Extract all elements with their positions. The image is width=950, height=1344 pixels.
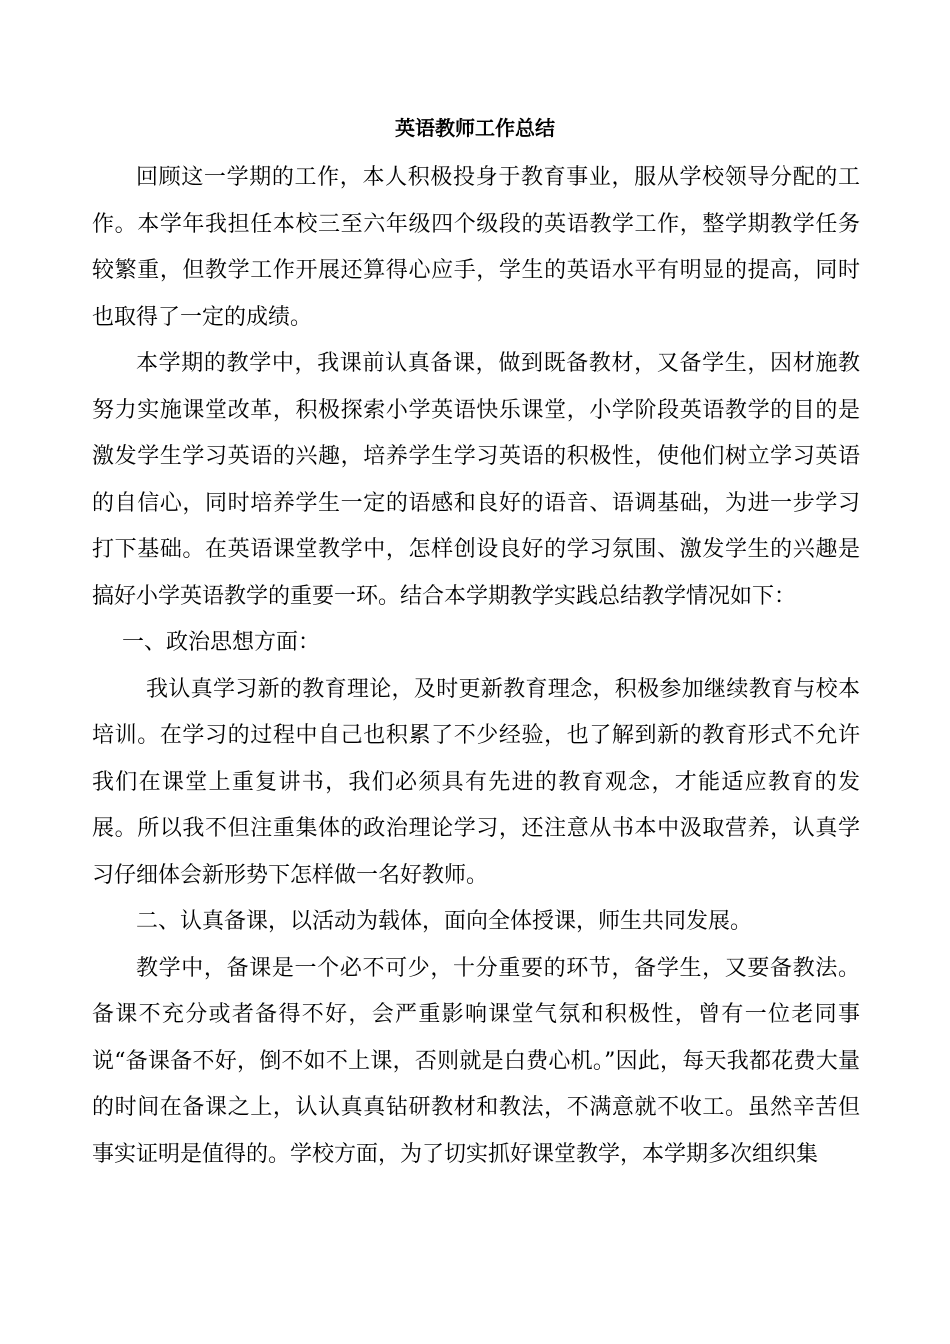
paragraph-lesson-prep: 教学中，备课是一个必不可少，十分重要的环节，备学生，又要备教法。备课不充分或者备得不好，会严重影响课堂气氛和积极性，曾有一位老同事说“备课备不好，倒不如不上课，否则就是白费心机。”因此，每天我都花费大量的时间在备课之上，认认真真钻研教材和教法，不满意就不收工。虽然辛苦但事实证明是值得的。学校方面，为了切实抓好课堂教学，本学期多次组织集: [92, 955, 860, 1167]
document-body: [92, 155, 860, 1178]
paragraph-politics: 我认真学习新的教育理论，及时更新教育理念，积极参加继续教育与校本培训。在学习的过程中自己也积累了不少经验，也了解到新的教育形式不允许我们在课堂上重复讲书，我们必须具有先进的教育观念，才能适应教育的发展。所以我不但注重集体的政治理论学习，还注意从书本中汲取营养，认真学习仔细体会新形势下怎样做一名好教师。: [92, 676, 860, 888]
document-title: 英语教师工作总结: [395, 116, 555, 140]
paragraph-intro: 回顾这一学期的工作，本人积极投身于教育事业，服从学校领导分配的工作。本学年我担任本校三至六年级四个级段的英语教学工作，整学期教学任务较繁重，但教学工作开展还算得心应手，学生的英语水平有明显的提高，同时也取得了一定的成绩。: [92, 165, 860, 330]
section-heading-lesson-prep: 二、认真备课，以活动为载体，面向全体授课，师生共同发展。: [136, 909, 753, 934]
section-heading-politics: 一、政治思想方面：: [122, 630, 321, 655]
paragraph-teaching: 本学期的教学中，我课前认真备课，做到既备教材，又备学生，因材施教努力实施课堂改革，积极探索小学英语快乐课堂，小学阶段英语教学的目的是激发学生学习英语的兴趣，培养学生学习英语的积极性，使他们树立学习英语的自信心，同时培养学生一定的语感和良好的语音、语调基础，为进一步学习打下基础。在英语课堂教学中，怎样创设良好的学习氛围、激发学生的兴趣是搞好小学英语教学的重要一环。结合本学期教学实践总结教学情况如下：: [92, 351, 860, 609]
